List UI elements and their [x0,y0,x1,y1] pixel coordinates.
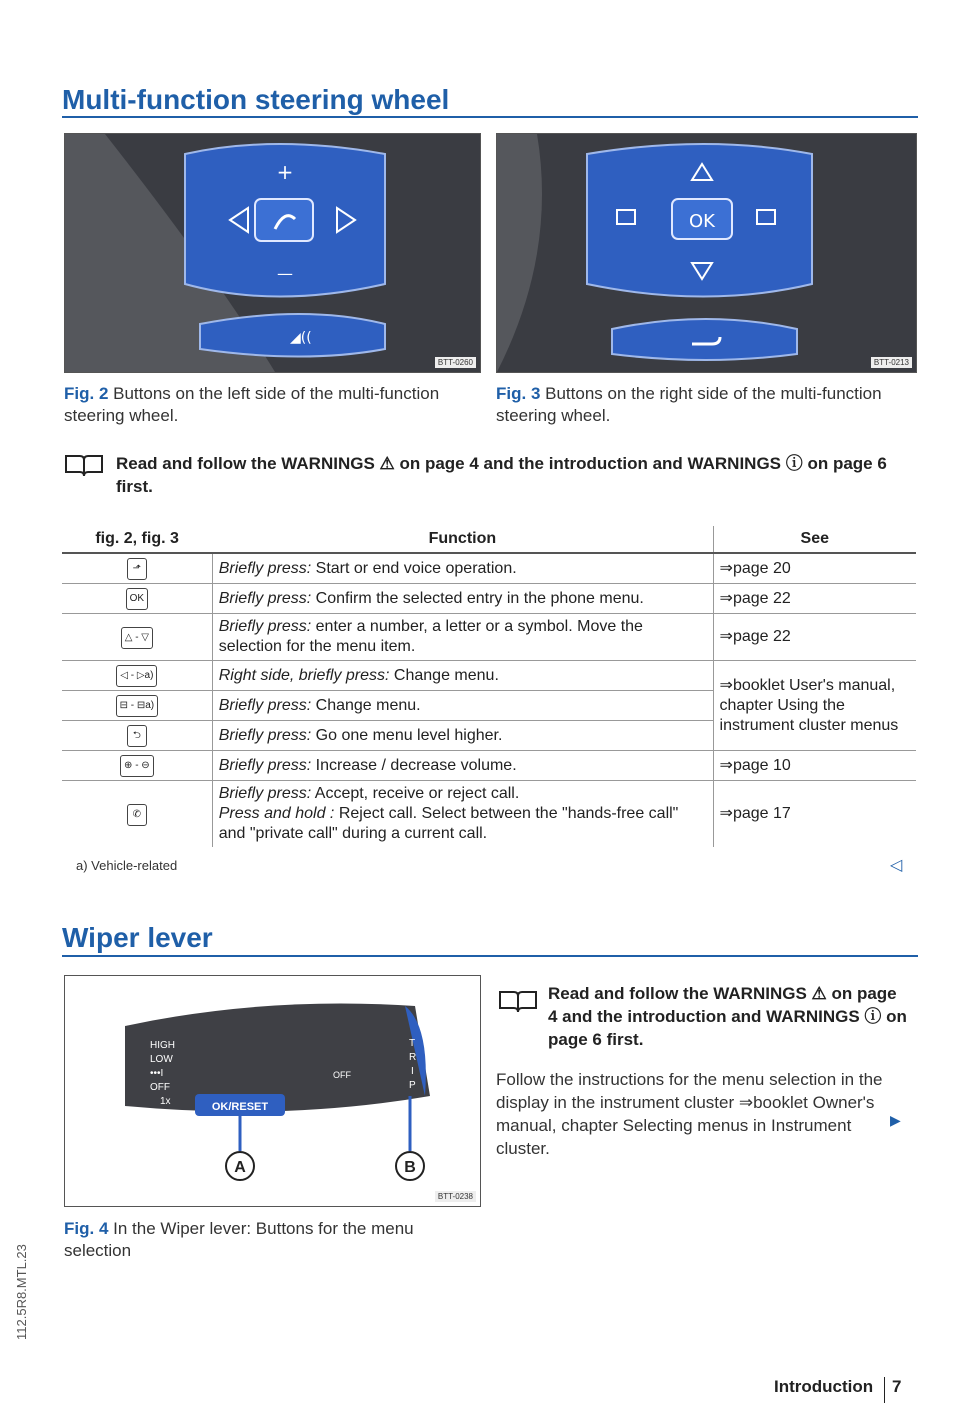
svg-text:I: I [411,1066,414,1077]
ok-label: OK [689,211,715,232]
button-key: ✆ [127,804,147,826]
table-row [62,614,916,661]
section-title: Multi-function steering wheel [62,84,450,115]
button-key: ⬏ [127,558,147,580]
figure-4-caption [64,1218,479,1262]
function-text: Change menu. [393,666,499,684]
book-icon [64,452,104,478]
right-steering-buttons-illustration [497,134,916,372]
figure-number: Fig. 2 [64,384,109,403]
wiper-instructions: Follow the instructions for the menu selection in the display in the instrument cluster ⇒booklet Owner's manual, chapter Selecting menus in Instrument cluster. [496,1070,883,1158]
function-text: Accept, receive or reject call. [314,785,520,802]
figure-code: BTT-0238 [435,1191,476,1202]
button-key: ⊕ - ⊖ [120,755,154,777]
footer-section: Introduction [774,1377,874,1396]
callout-a: A [234,1159,246,1176]
read-warnings-note: Read and follow the WARNINGS ⚠ on page 4 and the introduction and WARNINGS ⓘ on page 6 first. [116,454,887,496]
svg-text:OFF: OFF [333,1070,351,1080]
figure-3-image [496,133,917,373]
svg-text:OFF: OFF [150,1082,170,1093]
button-key: △ - ▽ [121,627,153,649]
footnote: a) Vehicle-related [76,858,178,873]
svg-text:HIGH: HIGH [150,1040,175,1051]
col-header-function: Function [212,526,713,553]
see-ref: ⇒page 22 [713,584,916,614]
press-type: Briefly press: [218,589,312,607]
table-row [62,584,916,614]
function-text: Go one menu level higher. [315,726,503,744]
svg-text:+: + [276,160,294,184]
col-header-see: See [713,526,916,553]
press-type: Briefly press: [218,618,312,635]
see-ref: ⇒booklet User's manual, chapter Using the instrument cluster menus [713,661,916,751]
button-key: OK [126,588,148,610]
title-rule [62,955,918,957]
function-text-hold: Reject call. Select between the "hands-free call" and "private call" during a current call. [218,805,679,842]
table-row [62,751,916,781]
callout-b: B [404,1159,416,1176]
figure-number: Fig. 4 [64,1219,109,1238]
figure-2-caption [64,383,479,427]
page-number: 7 [892,1377,902,1396]
caption-text: Buttons on the left side of the multi-function steering wheel. [64,384,440,425]
press-type: Briefly press: [218,696,312,714]
table-header-row [62,526,916,553]
continue-arrow-icon: ▶ [890,1112,901,1128]
title-rule [62,116,918,118]
function-text: Increase / decrease volume. [315,756,517,774]
ok-reset-label: OK/RESET [211,1101,269,1113]
svg-text:◢((: ◢(( [290,330,312,346]
see-ref: ⇒page 10 [713,751,916,781]
press-type: Briefly press: [218,559,312,577]
button-key: ⊟ - ⊟a) [116,695,159,717]
function-text: Start or end voice operation. [315,559,517,577]
press-type: Briefly press: [218,756,312,774]
see-ref: ⇒page 20 [713,553,916,584]
figure-2-image [64,133,481,373]
caption-text: In the Wiper lever: Buttons for the menu selection [64,1219,414,1260]
wiper-lever-illustration [65,976,480,1206]
table-row [62,553,916,584]
table-row [62,661,916,691]
continue-back-icon: ◁ [890,857,903,874]
svg-text:R: R [409,1052,417,1063]
function-text: Confirm the selected entry in the phone menu. [315,589,644,607]
figure-3-caption [496,383,915,427]
figure-code: BTT-0213 [871,357,912,368]
function-text: enter a number, a letter or a symbol. Move the selection for the menu item. [218,618,643,655]
read-warnings-note: Read and follow the WARNINGS ⚠ on page 4 and the introduction and WARNINGS ⓘ on page 6 first. [548,984,907,1049]
function-text: Change menu. [315,696,421,714]
see-ref: ⇒page 17 [719,805,791,822]
svg-text:LOW: LOW [150,1054,173,1065]
side-code: 112.5R8.MTL.23 [14,1244,29,1340]
svg-text:P: P [409,1080,416,1091]
svg-text:T: T [409,1038,416,1049]
svg-text:1x: 1x [160,1096,171,1107]
figure-code: BTT-0260 [435,357,476,368]
table-row [62,781,916,848]
press-type-hold: Press and hold : [218,805,335,822]
left-steering-buttons-illustration [65,134,480,372]
svg-text:—: — [277,264,293,283]
press-type: Right side, briefly press: [218,666,390,684]
see-ref: ⇒page 22 [713,614,916,661]
footer-divider [884,1377,885,1403]
function-table [62,526,916,847]
caption-text: Buttons on the right side of the multi-function steering wheel. [496,384,882,425]
svg-text:•••I: •••I [150,1068,164,1079]
col-header-figure: fig. 2, fig. 3 [62,526,212,553]
figure-number: Fig. 3 [496,384,541,403]
button-key: ◁ - ▷a) [116,665,157,687]
press-type: Briefly press: [218,785,312,802]
button-key: ⮌ [127,725,147,747]
figure-4-image [64,975,481,1207]
section-title: Wiper lever [62,922,213,953]
book-icon [498,988,538,1014]
press-type: Briefly press: [218,726,312,744]
